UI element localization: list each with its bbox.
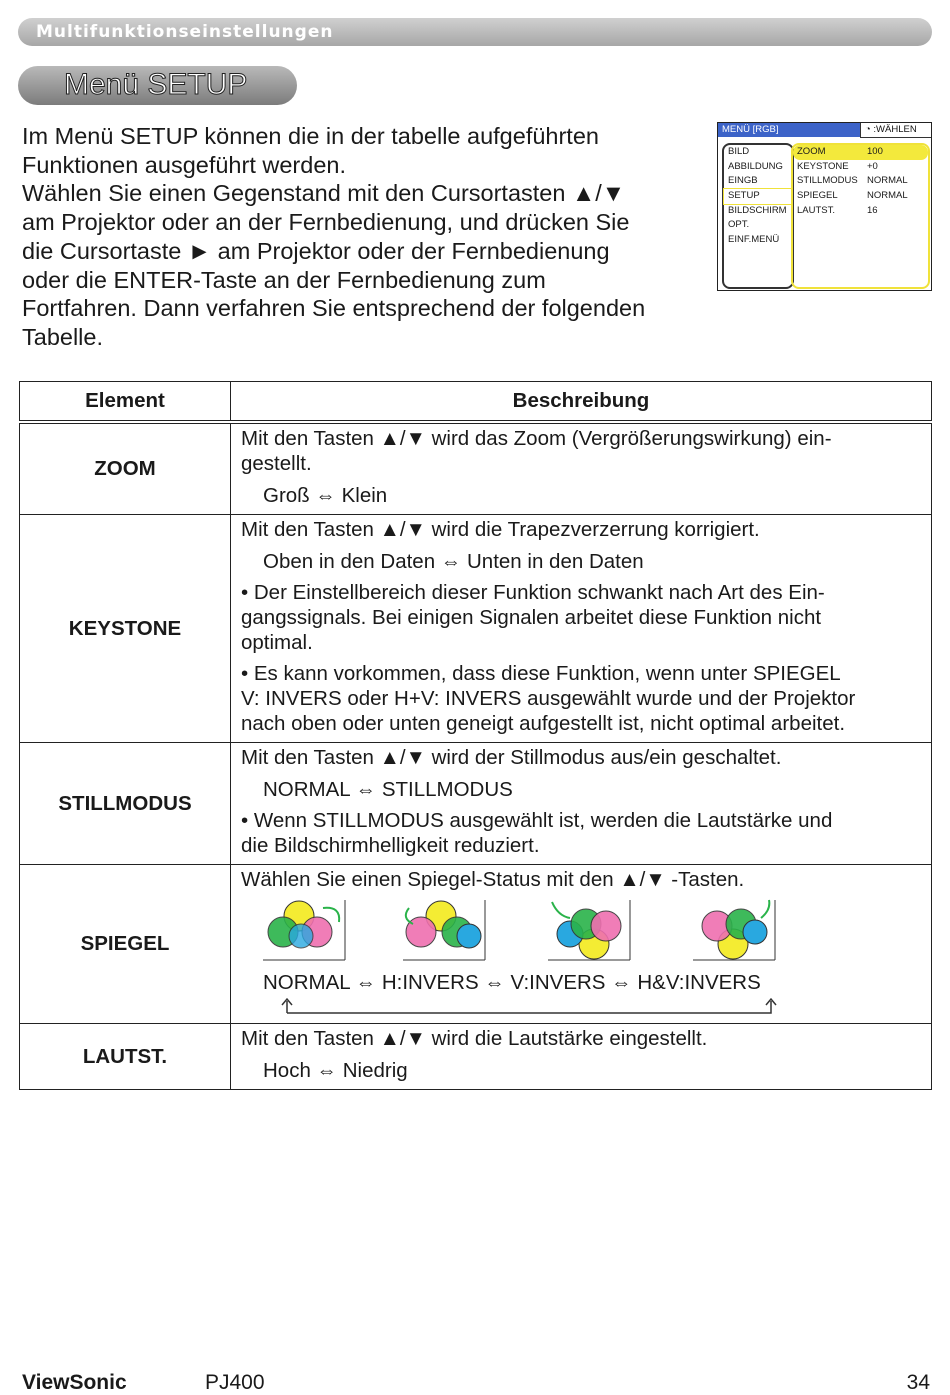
osd-menu-screenshot — [717, 122, 932, 291]
desc-line: Mit den Tasten ▲/▼ wird die Trapezverzerrung korrigiert. — [241, 518, 760, 541]
osd-menu-item: BILD — [728, 146, 750, 157]
desc-line: • Der Einstellbereich dieser Funktion schwankt nach Art des Ein- — [241, 581, 825, 604]
section-title: Multifunktionseinstellungen — [36, 22, 334, 42]
intro-line: Funktionen ausgeführt werden. — [22, 151, 346, 178]
desc-line: optimal. — [241, 631, 313, 654]
desc-line: die Bildschirmhelligkeit reduziert. — [241, 834, 540, 857]
element-name: KEYSTONE — [20, 515, 231, 743]
intro-paragraph — [22, 122, 712, 352]
osd-row-key: KEYSTONE — [797, 160, 849, 172]
osd-row-highlighted — [793, 145, 928, 160]
desc-bullet — [241, 661, 923, 736]
desc-line: Mit den Tasten ▲/▼ wird der Stillmodus aus/ein geschaltet. — [241, 746, 782, 769]
desc-range: NORMAL ⇔ STILLMODUS — [263, 778, 513, 801]
table-row-stillmodus — [20, 743, 932, 865]
mirror-normal-icon — [261, 898, 351, 964]
osd-title: MENÜ [RGB] — [722, 124, 779, 135]
osd-title-bar — [718, 123, 931, 137]
osd-main-menu — [722, 143, 794, 289]
osd-menu-item: EINF.MENÜ — [728, 234, 780, 246]
osd-sub-menu — [791, 143, 930, 289]
intro-line: die Cursortaste ► am Projektor oder der Fernbedienung — [22, 237, 610, 264]
element-description — [231, 515, 932, 743]
osd-menu-item: ABBILDUNG — [728, 160, 783, 172]
osd-row-key: SPIEGEL — [797, 190, 838, 202]
desc-line: gestellt. — [241, 452, 312, 475]
desc-range: Hoch ⇔ Niedrig — [263, 1059, 408, 1082]
setup-table — [19, 381, 932, 1090]
osd-row-value: 100 — [867, 146, 883, 157]
column-header-element: Element — [20, 382, 231, 423]
desc-line: Wählen Sie einen Spiegel-Status mit den ▲/▼ -Tasten. — [241, 868, 745, 891]
mirror-v-invers-icon — [546, 898, 636, 964]
osd-row — [793, 160, 928, 175]
table-row-lautst — [20, 1024, 932, 1090]
desc-range: Oben in den Daten ⇔ Unten in den Daten — [263, 550, 644, 573]
mirror-illustrations — [241, 898, 923, 968]
osd-row-value: NORMAL — [867, 175, 908, 187]
desc-line: • Es kann vorkommen, dass diese Funktion, wenn unter SPIEGEL — [241, 662, 841, 685]
osd-row-key: STILLMODUS — [797, 175, 858, 187]
element-description — [231, 422, 932, 515]
mirror-sequence: NORMAL ⇔ H:INVERS ⇔ V:INVERS ⇔ H&V:INVERS — [263, 971, 761, 994]
intro-line: am Projektor oder an der Fernbedienung, und drücken Sie — [22, 209, 630, 236]
intro-line: oder die ENTER-Taste an der Fernbedienung zum — [22, 266, 546, 293]
osd-menu-item-selected: SETUP — [724, 189, 792, 204]
table-row-zoom — [20, 422, 932, 515]
desc-line: Mit den Tasten ▲/▼ wird die Lautstärke eingestellt. — [241, 1027, 708, 1050]
table-row-spiegel — [20, 865, 932, 1024]
intro-line: Tabelle. — [22, 323, 103, 350]
section-header-bar — [18, 18, 932, 46]
page-title-pill — [18, 66, 297, 105]
osd-row-value: 16 — [867, 204, 878, 216]
mirror-h-invers-icon — [401, 898, 491, 964]
page-title: Menü SETUP — [64, 68, 248, 101]
footer-brand: ViewSonic — [22, 1371, 127, 1394]
element-name: LAUTST. — [20, 1024, 231, 1090]
element-name: SPIEGEL — [20, 865, 231, 1024]
desc-line: gangssignals. Bei einigen Signalen arbeitet diese Funktion nicht — [241, 606, 822, 629]
osd-row-value: +0 — [867, 160, 878, 172]
osd-row — [793, 189, 928, 204]
osd-row — [793, 204, 928, 219]
element-description — [231, 1024, 932, 1090]
intro-line: Im Menü SETUP können die in der tabelle aufgeführten — [22, 123, 599, 149]
clock-icon: ◔ — [865, 124, 871, 135]
osd-menu-item: BILDSCHIRM — [728, 204, 787, 216]
loop-arrow-icon — [279, 995, 779, 1017]
osd-menu-item: OPT. — [728, 219, 750, 231]
element-description — [231, 743, 932, 865]
desc-line: • Wenn STILLMODUS ausgewählt ist, werden die Lautstärke und — [241, 809, 833, 832]
osd-menu-item: EINGB — [728, 175, 758, 187]
desc-range: Groß ⇔ Klein — [263, 484, 388, 507]
osd-row — [793, 174, 928, 189]
column-header-description: Beschreibung — [231, 382, 932, 423]
osd-row-key: ZOOM — [797, 146, 826, 157]
mirror-hv-invers-icon — [691, 898, 781, 964]
element-description — [231, 865, 932, 1024]
element-name: ZOOM — [20, 422, 231, 515]
page-number: 34 — [906, 1371, 930, 1394]
osd-hint-text: :WÄHLEN — [873, 124, 917, 135]
intro-line: Wählen Sie einen Gegenstand mit den Cursortasten ▲/▼ — [22, 180, 626, 207]
osd-hint — [860, 123, 931, 138]
intro-line: Fortfahren. Dann verfahren Sie entsprechend der folgenden — [22, 295, 646, 322]
desc-line: V: INVERS oder H+V: INVERS ausgewählt wurde und der Projektor — [241, 687, 856, 710]
desc-bullet — [241, 580, 923, 655]
footer-model: PJ400 — [205, 1371, 265, 1394]
table-header-row — [20, 382, 932, 423]
desc-bullet — [241, 808, 923, 858]
desc-line: nach oben oder unten geneigt aufgestellt ist, nicht optimal arbeitet. — [241, 712, 846, 735]
element-name: STILLMODUS — [20, 743, 231, 865]
table-row-keystone — [20, 515, 932, 743]
osd-row-value: NORMAL — [867, 190, 908, 202]
osd-row-key: LAUTST. — [797, 204, 836, 216]
desc-line: Mit den Tasten ▲/▼ wird das Zoom (Vergrößerungswirkung) ein- — [241, 427, 832, 450]
